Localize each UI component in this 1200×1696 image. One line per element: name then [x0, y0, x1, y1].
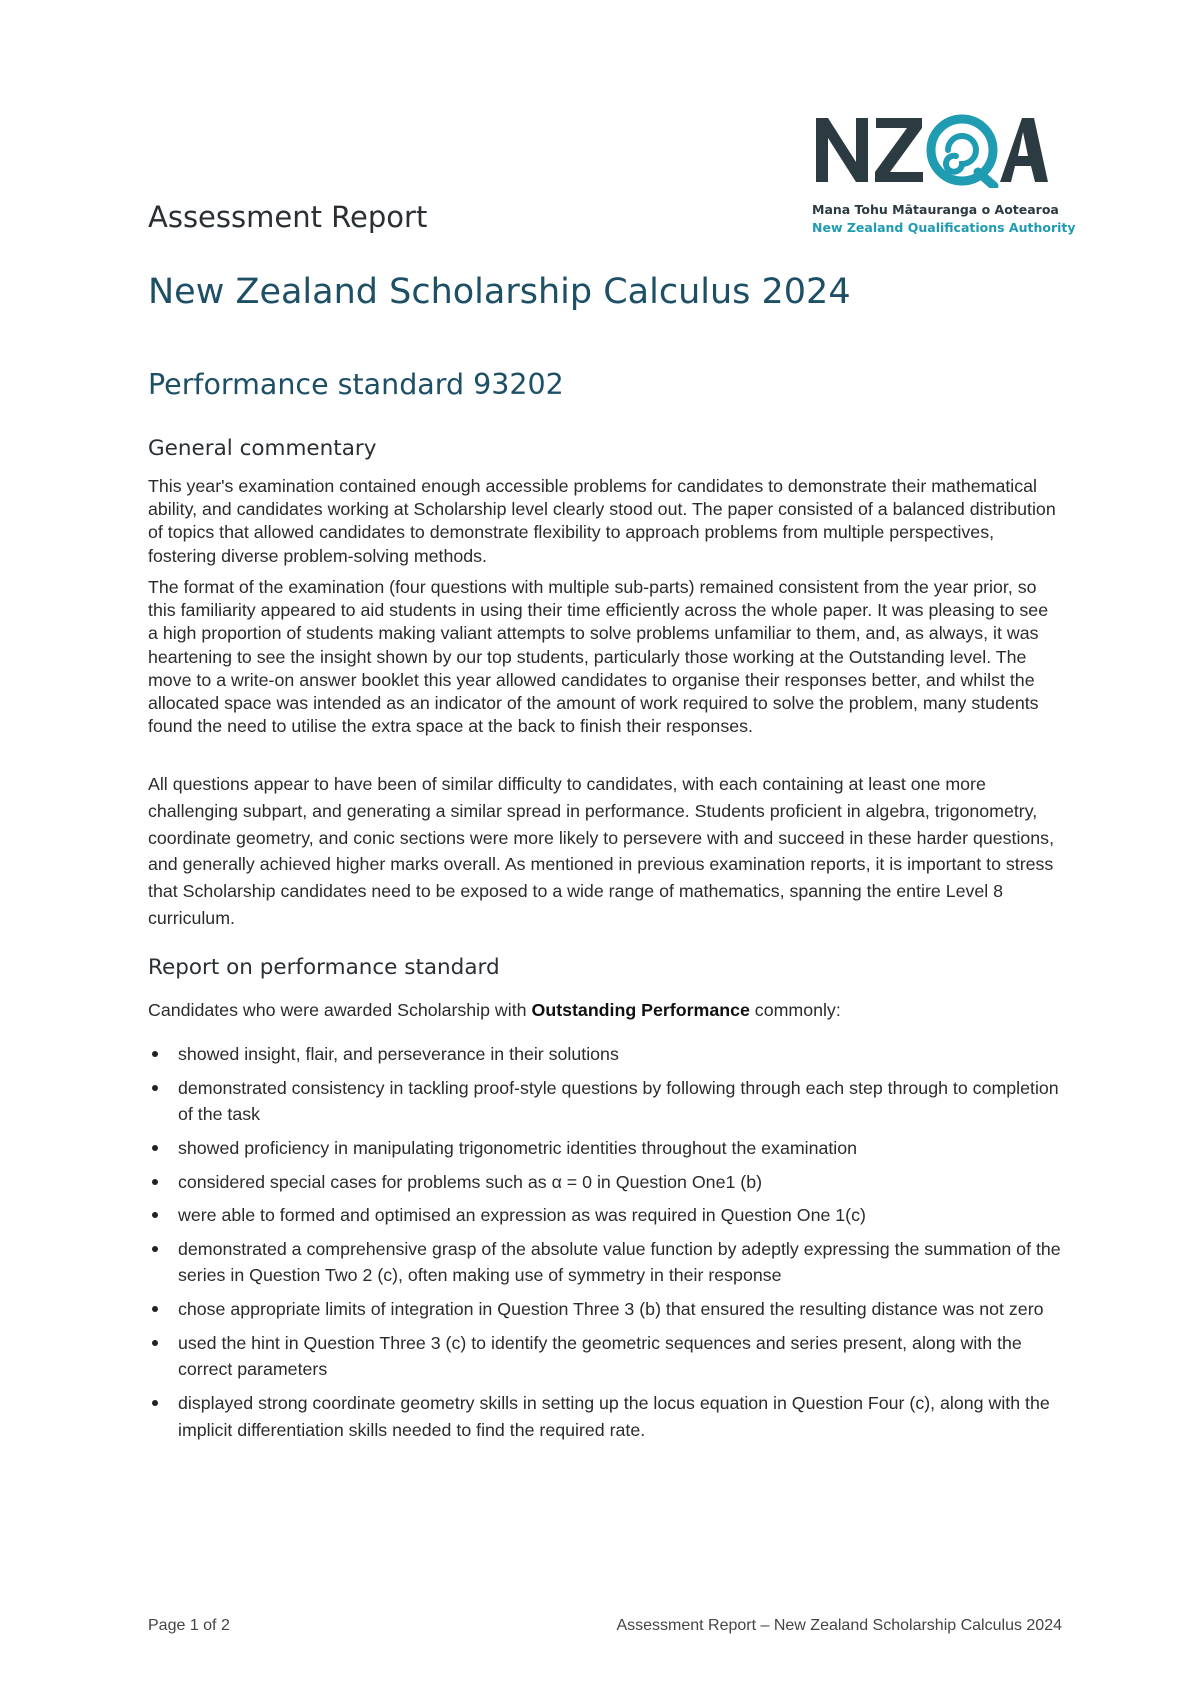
bullet-icon: [152, 1212, 158, 1218]
page-number: Page 1 of 2: [148, 1617, 230, 1634]
list-item: [148, 1390, 1063, 1443]
outstanding-intro: [148, 1000, 841, 1021]
list-item-text: used the hint in Question Three 3 (c) to identify the geometric sequences and series present, along with the correct parameters: [178, 1332, 1022, 1380]
bullet-icon: [152, 1051, 158, 1057]
standard-title: Performance standard 93202: [148, 368, 564, 401]
logo-maori-name: Mana Tohu Mātauranga o Aotearoa: [812, 202, 1059, 217]
list-item-text: displayed strong coordinate geometry skills in setting up the locus equation in Question Four (c), along with the implicit differentiation skills needed to find the required rate.: [178, 1393, 1050, 1440]
intro-text-before: Candidates who were awarded Scholarship with: [148, 1000, 532, 1020]
nzqa-logo: [812, 110, 1076, 235]
bullet-icon: [152, 1306, 158, 1312]
intro-text-after: commonly:: [749, 1000, 841, 1020]
list-item-text: showed insight, flair, and perseverance in their solutions: [178, 1044, 619, 1064]
list-item-text: showed proficiency in manipulating trigonometric identities throughout the examination: [178, 1137, 858, 1158]
intro-bold-text: Outstanding Performance: [531, 1000, 750, 1020]
list-item-text: considered special cases for problems such as α = 0 in Question One1 (b): [178, 1171, 763, 1192]
report-heading: Report on performance standard: [148, 955, 500, 980]
general-paragraph-1: This year's examination contained enough accessible problems for candidates to demonstrate their mathematical ability, and candidates working at Scholarship level clearly stood out. The paper consisted of a balanced distribution of topics that allowed candidates to demonstrate flexibility to approach problems from multiple perspectives, fostering diverse problem-solving methods.: [148, 476, 1056, 566]
list-item: [148, 1041, 1063, 1068]
general-paragraph-2: The format of the examination (four questions with multiple sub-parts) remained consistent from the year prior, so this familiarity appeared to aid students in using their time efficiently across the whole paper. It was pleasing to see a high proportion of students making valiant attempts to solve problems unfamiliar to them, and, as always, it was heartening to see the insight shown by our top students, particularly those working at the Outstanding level. The move to a write-on answer booklet this year allowed candidates to organise their responses better, and whilst the allocated space was intended as an indicator of the amount of work required to solve the problem, many students found the need to utilise the extra space at the back to finish their responses.: [148, 577, 1049, 737]
list-item: [148, 1296, 1063, 1323]
footer-document-title: Assessment Report – New Zealand Scholarship Calculus 2024: [616, 1617, 1062, 1634]
list-item: [148, 1236, 1063, 1289]
report-type-label: Assessment Report: [148, 200, 428, 234]
bullet-icon: [152, 1400, 158, 1406]
list-item: [148, 1075, 1063, 1128]
bullet-icon: [152, 1145, 158, 1151]
document-title: New Zealand Scholarship Calculus 2024: [148, 272, 851, 312]
list-item: [148, 1169, 1063, 1196]
bullet-icon: [152, 1340, 158, 1346]
outstanding-bullet-list: [148, 1041, 1063, 1450]
list-item: [148, 1135, 1063, 1162]
list-item-text: were able to formed and optimised an expression as was required in Question One 1(c): [178, 1205, 866, 1226]
list-item-text: demonstrated a comprehensive grasp of the absolute value function by adeptly expressing the summation of the series in Question Two 2 (c), often making use of symmetry in their response: [178, 1238, 1061, 1286]
list-item-text: demonstrated consistency in tackling proof-style questions by following through each step through to completion of the task: [178, 1077, 1059, 1125]
general-commentary-heading: General commentary: [148, 436, 377, 461]
nzqa-logo-icon: [812, 110, 1048, 188]
list-item: [148, 1202, 1063, 1229]
general-paragraph-3: All questions appear to have been of similar difficulty to candidates, with each containing at least one more challenging subpart, and generating a similar spread in performance. Students proficient in algebra, trigonometry, coordinate geometry, and conic sections were more likely to persevere with and succeed in these harder questions, and generally achieved higher marks overall. As mentioned in previous examination reports, it is important to stress that Scholarship candidates need to be exposed to a wide range of mathematics, spanning the entire Level 8 curriculum.: [148, 774, 1055, 928]
bullet-icon: [152, 1246, 158, 1252]
bullet-icon: [152, 1085, 158, 1091]
list-item: [148, 1330, 1063, 1383]
logo-english-name: New Zealand Qualifications Authority: [812, 220, 1076, 235]
bullet-icon: [152, 1179, 158, 1185]
list-item-text: chose appropriate limits of integration in Question Three 3 (b) that ensured the resulting distance was not zero: [178, 1299, 1044, 1320]
